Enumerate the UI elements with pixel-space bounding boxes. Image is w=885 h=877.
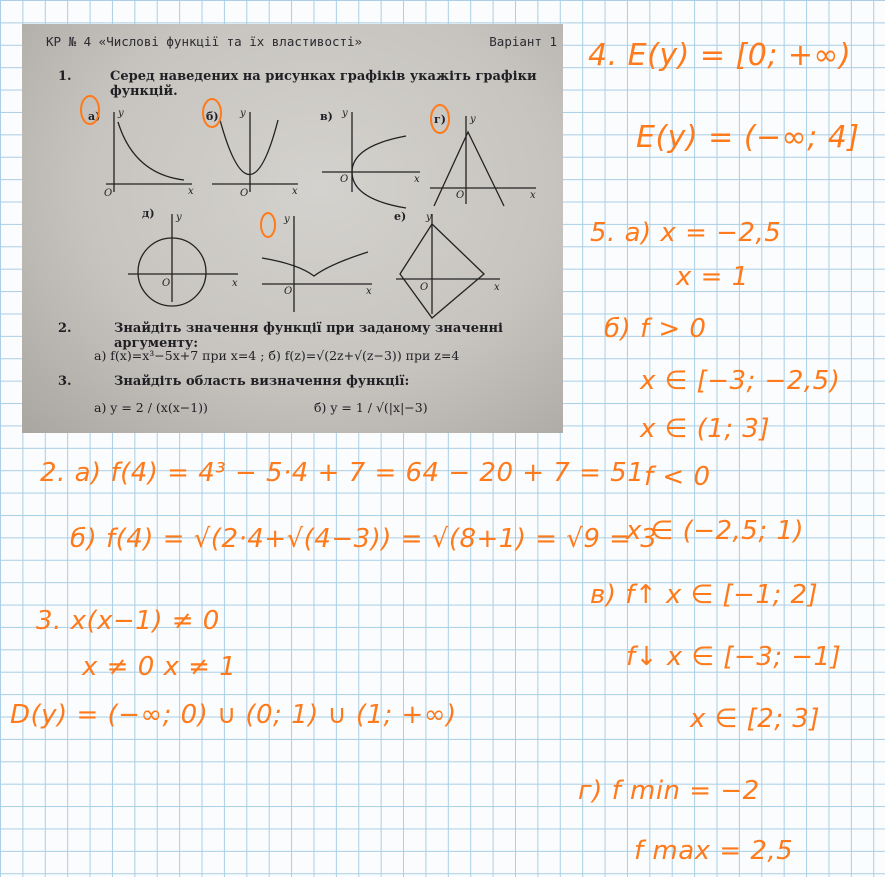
svg-text:x: x — [188, 186, 194, 197]
graph-label-b: б) — [206, 110, 219, 123]
hw-answer-5b-interval1: x ∈ [−3; −2,5) — [640, 366, 841, 396]
question-1-number: 1. — [58, 69, 72, 84]
hw-answer-2b: б) f(4) = √(2·4+√(4−3)) = √(8+1) = √9 = 3 — [70, 524, 658, 554]
hw-answer-5b-positive: б) f > 0 — [604, 314, 707, 344]
question-2-subitems: а) f(x)=x³−5x+7 при x=4 ; б) f(z)=√(2z+√(z−3)) при z=4 — [94, 348, 460, 363]
svg-text:O: O — [340, 174, 349, 185]
svg-text:y: y — [284, 214, 290, 225]
hw-answer-5b-interval2: x ∈ (1; 3] — [640, 414, 770, 444]
svg-text:O: O — [240, 188, 249, 199]
svg-text:O: O — [420, 282, 429, 293]
svg-text:x: x — [530, 190, 536, 201]
hw-answer-5d-min: г) f min = −2 — [578, 776, 760, 806]
svg-text:x: x — [494, 282, 500, 293]
hw-answer-5b-interval3: x ∈ (−2,5; 1) — [626, 516, 805, 546]
svg-text:x: x — [366, 286, 372, 297]
hw-answer-3-condition: 3. x(x−1) ≠ 0 — [36, 606, 220, 636]
svg-text:O: O — [456, 190, 465, 201]
svg-text:x: x — [232, 278, 238, 289]
svg-text:y: y — [426, 212, 432, 223]
question-2-number: 2. — [58, 321, 72, 336]
question-3-sub-a: а) y = 2 / (x(x−1)) — [94, 400, 208, 415]
svg-text:O: O — [162, 278, 171, 289]
svg-text:O: O — [284, 286, 293, 297]
question-3-sub-b: б) y = 1 / √(|x|−3) — [314, 400, 428, 415]
svg-text:O: O — [104, 188, 113, 199]
graph-label-g: г) — [434, 113, 446, 126]
hw-answer-2a: 2. а) f(4) = 4³ − 5·4 + 7 = 64 − 20 + 7 = 51 — [40, 458, 645, 488]
hw-answer-5c-decreasing2: x ∈ [2; 3] — [690, 704, 820, 734]
graph-label-v: в) — [320, 110, 333, 123]
hw-answer-5d-max: f max = 2,5 — [634, 836, 794, 866]
worksheet-variant: Варіант 1 — [489, 34, 557, 49]
question-1-text-line2: функцій. — [110, 84, 178, 99]
hw-answer-5c-increasing: в) f↑ x ∈ [−1; 2] — [590, 580, 819, 610]
hw-answer-4-range-a: 4. E(y) = [0; +∞) — [588, 38, 852, 73]
graph-label-e: е) — [394, 210, 407, 223]
worksheet-header: КР № 4 «Числові функції та їх властивості» — [46, 34, 363, 49]
svg-text:y: y — [470, 114, 476, 125]
svg-text:x: x — [414, 174, 420, 185]
hw-answer-5a-zero1: 5. а) x = −2,5 — [590, 218, 782, 248]
svg-text:y: y — [118, 108, 124, 119]
question-3-number: 3. — [58, 374, 72, 389]
question-1-text-line1: Серед наведених на рисунках графіків укажіть графіки — [110, 69, 537, 84]
svg-text:x: x — [292, 186, 298, 197]
graph-label-a: а) — [88, 110, 101, 123]
hw-answer-3-domain: D(y) = (−∞; 0) ∪ (0; 1) ∪ (1; +∞) — [10, 700, 457, 730]
hw-answer-5c-decreasing: f↓ x ∈ [−3; −1] — [626, 642, 842, 672]
svg-text:y: y — [240, 108, 246, 119]
hw-answer-4-range-b: E(y) = (−∞; 4] — [636, 120, 860, 155]
question-3-text: Знайдіть область визначення функції: — [114, 374, 410, 389]
hw-answer-5b-negative: f < 0 — [644, 462, 711, 492]
hw-answer-3-exclusions: x ≠ 0 x ≠ 1 — [82, 652, 237, 682]
svg-text:y: y — [342, 108, 348, 119]
hw-answer-5a-zero2: x = 1 — [676, 262, 749, 292]
graph-label-d: д) — [142, 207, 155, 220]
question-2-text: Знайдіть значення функції при заданому значенні аргументу: — [114, 321, 503, 351]
svg-text:y: y — [176, 212, 182, 223]
